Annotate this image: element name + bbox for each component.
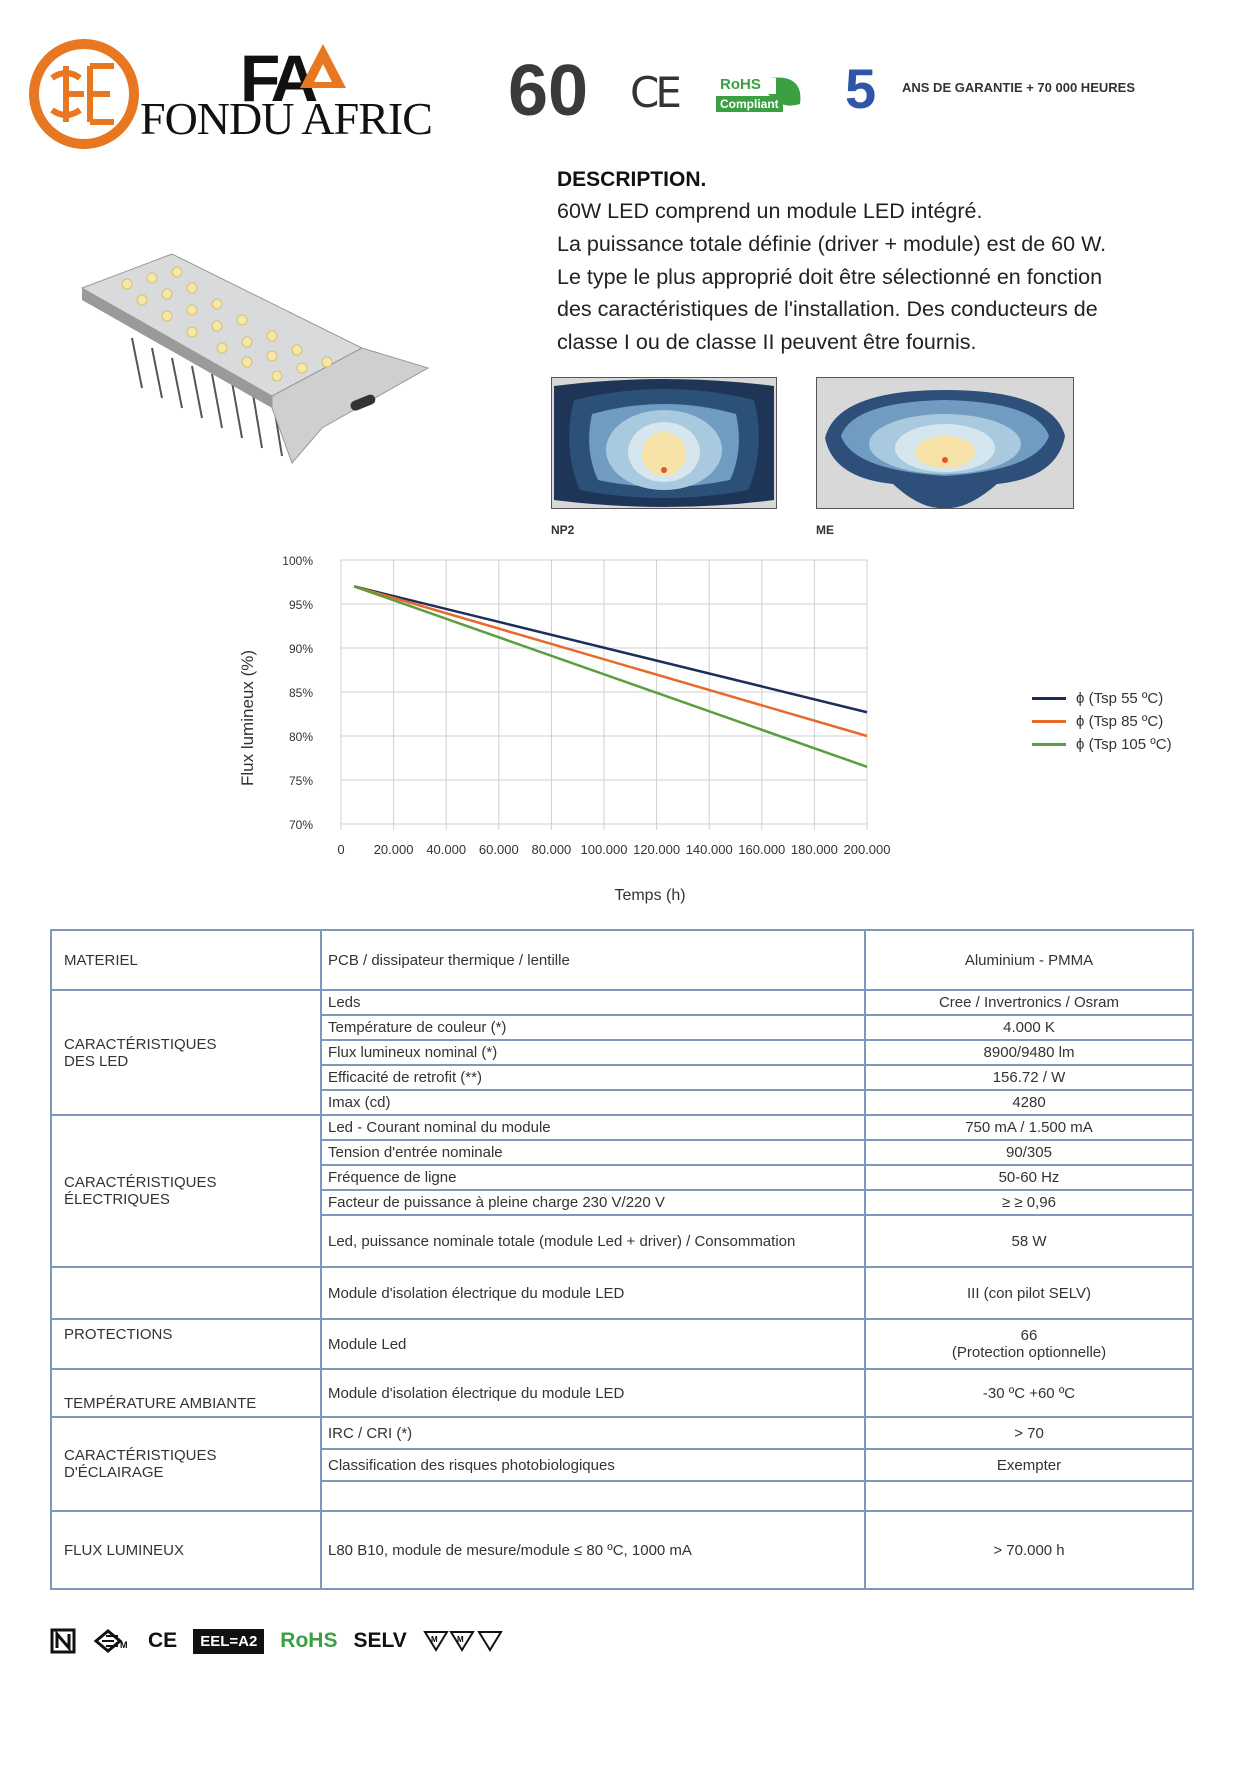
row-label-line: CARACTÉRISTIQUES xyxy=(64,1447,217,1464)
row-label-line: D'ÉCLAIRAGE xyxy=(64,1464,164,1481)
table-row xyxy=(51,1511,1193,1589)
row-value: Aluminium - PMMA xyxy=(865,930,1193,990)
description-line: des caractéristiques de l'installation. Des conducteurs de xyxy=(557,297,1098,321)
row-label xyxy=(51,1115,321,1267)
row-value: III (con pilot SELV) xyxy=(865,1267,1193,1319)
row-param: Module Led xyxy=(321,1319,865,1369)
rohs-text: RoHS xyxy=(720,76,761,93)
table-row xyxy=(51,990,1193,1015)
legend-label: ϕ (Tsp 85 ºC) xyxy=(1076,713,1164,730)
description-title: DESCRIPTION. xyxy=(557,168,707,191)
n-mark-icon xyxy=(50,1628,76,1654)
row-value-empty xyxy=(865,1481,1193,1511)
x-tick-label: 20.000 xyxy=(373,842,414,857)
row-label xyxy=(51,1417,321,1511)
legend-swatch-105 xyxy=(1032,743,1066,746)
beam-pattern-me xyxy=(816,377,1074,509)
svg-text:M: M xyxy=(456,1635,464,1644)
row-label-line: DES LED xyxy=(64,1052,129,1070)
row-value: ≥ ≥ 0,96 xyxy=(865,1190,1193,1215)
x-tick-label: 160.000 xyxy=(738,842,786,857)
legend-item xyxy=(1032,736,1172,753)
warranty-text: ANS DE GARANTIE + 70 000 HEURES xyxy=(902,80,1135,95)
x-tick-label: 180.000 xyxy=(790,842,838,857)
chart-legend xyxy=(1032,690,1172,753)
description-line: La puissance totale définie (driver + module) est de 60 W. xyxy=(557,232,1107,256)
row-param: Facteur de puissance à pleine charge 230 V/220 V xyxy=(321,1190,865,1215)
rohs-badge xyxy=(712,74,808,114)
legend-item xyxy=(1032,713,1172,730)
product-photo xyxy=(72,248,442,483)
row-label: FLUX LUMINEUX xyxy=(51,1511,321,1589)
row-label-empty xyxy=(51,1267,321,1319)
legend-swatch-85 xyxy=(1032,720,1066,723)
y-tick-label: 80% xyxy=(288,730,313,744)
brand-name: FONDU AFRIC xyxy=(140,93,432,144)
row-value: 90/305 xyxy=(865,1140,1193,1165)
row-param: L80 B10, module de mesure/module ≤ 80 ºC, 1000 mA xyxy=(321,1511,865,1589)
y-tick-label: 70% xyxy=(288,818,313,832)
row-param: Led - Courant nominal du module xyxy=(321,1115,865,1140)
row-label xyxy=(51,990,321,1115)
row-label: MATERIEL xyxy=(51,930,321,990)
series-line-0 xyxy=(354,586,867,712)
table-row xyxy=(51,1369,1193,1417)
wattage: 60 xyxy=(508,51,589,131)
row-value: 750 mA / 1.500 mA xyxy=(865,1115,1193,1140)
rohs-compliant-label: Compliant xyxy=(716,96,783,112)
brand-emblem-icon xyxy=(28,38,140,150)
row-param: Flux lumineux nominal (*) xyxy=(321,1040,865,1065)
chart-ylabel: Flux lumineux (%) xyxy=(238,649,257,787)
row-param: Efficacité de retrofit (**) xyxy=(321,1065,865,1090)
row-label-line: CARACTÉRISTIQUES xyxy=(64,1174,217,1191)
row-param-empty xyxy=(321,1481,865,1511)
led-module-image xyxy=(72,248,442,478)
x-tick-label: 0 xyxy=(337,842,345,857)
x-tick-label: 40.000 xyxy=(426,842,467,857)
row-param: Leds xyxy=(321,990,865,1015)
row-param: Fréquence de ligne xyxy=(321,1165,865,1190)
row-param: PCB / dissipateur thermique / lentille xyxy=(321,930,865,990)
row-param: Tension d'entrée nominale xyxy=(321,1140,865,1165)
brand-logo xyxy=(28,38,140,155)
x-tick-label: 120.000 xyxy=(633,842,681,857)
row-param: IRC / CRI (*) xyxy=(321,1417,865,1449)
enec-mark-icon xyxy=(92,1628,132,1654)
row-value: 50-60 Hz xyxy=(865,1165,1193,1190)
x-tick-label: 80.000 xyxy=(531,842,572,857)
table-row xyxy=(51,930,1193,990)
y-tick-label: 95% xyxy=(288,598,313,612)
beam-pattern-np2 xyxy=(551,377,777,509)
beam-label-np2: NP2 xyxy=(551,523,575,537)
legend-label: ϕ (Tsp 55 ºC) xyxy=(1076,690,1164,707)
y-tick-label: 100% xyxy=(282,554,313,568)
svg-text:M: M xyxy=(430,1635,438,1644)
ce-mark: CE xyxy=(630,68,678,117)
warranty-years: 5 xyxy=(845,57,877,120)
series-line-2 xyxy=(354,586,867,766)
flux-chart xyxy=(235,548,1035,908)
footer-selv: SELV xyxy=(353,1629,407,1652)
y-tick-label: 75% xyxy=(288,774,313,788)
row-param: Led, puissance nominale totale (module Led + driver) / Consommation xyxy=(321,1215,865,1267)
row-value: 8900/9480 lm xyxy=(865,1040,1193,1065)
eel-badge: EEL=A2 xyxy=(193,1629,264,1654)
y-tick-label: 85% xyxy=(288,686,313,700)
x-tick-label: 60.000 xyxy=(478,842,519,857)
footer-ce-mark: CE xyxy=(148,1629,178,1652)
row-value: Exempter xyxy=(865,1449,1193,1481)
legend-item xyxy=(1032,690,1172,707)
row-value: > 70 xyxy=(865,1417,1193,1449)
row-value: Cree / Invertronics / Osram xyxy=(865,990,1193,1015)
row-label-line: CARACTÉRISTIQUES xyxy=(64,1035,217,1053)
description-line: Le type le plus approprié doit être sélectionné en fonction xyxy=(557,265,1103,289)
brand-fa-text: FA xyxy=(240,41,313,115)
table-row xyxy=(51,1115,1193,1140)
description-line: classe I ou de classe II peuvent être fournis. xyxy=(557,330,977,354)
row-label-line: ÉLECTRIQUES xyxy=(64,1191,170,1208)
row-label: TEMPÉRATURE AMBIANTE xyxy=(51,1369,321,1417)
table-row xyxy=(51,1417,1193,1449)
row-param: Imax (cd) xyxy=(321,1090,865,1115)
row-param: Module d'isolation électrique du module LED xyxy=(321,1267,865,1319)
row-label: PROTECTIONS xyxy=(51,1319,321,1369)
row-param: Classification des risques photobiologiques xyxy=(321,1449,865,1481)
legend-label: ϕ (Tsp 105 ºC) xyxy=(1076,736,1172,753)
table-row xyxy=(51,1267,1193,1319)
spec-table xyxy=(50,929,1194,1590)
row-value: 4.000 K xyxy=(865,1015,1193,1040)
row-value: > 70.000 h xyxy=(865,1511,1193,1589)
row-value: 156.72 / W xyxy=(865,1065,1193,1090)
beam-label-me: ME xyxy=(816,523,834,537)
legend-swatch-55 xyxy=(1032,697,1066,700)
row-value-line: 66 xyxy=(1020,1327,1038,1344)
row-value: 4280 xyxy=(865,1090,1193,1115)
certification-icons xyxy=(50,1628,503,1654)
row-value: -30 ºC +60 ºC xyxy=(865,1369,1193,1417)
chart-xlabel: Temps (h) xyxy=(614,887,686,904)
row-value xyxy=(865,1319,1193,1369)
x-tick-label: 200.000 xyxy=(843,842,891,857)
row-value: 58 W xyxy=(865,1215,1193,1267)
series-line-1 xyxy=(354,586,867,736)
x-tick-label: 100.000 xyxy=(580,842,628,857)
x-tick-label: 140.000 xyxy=(685,842,733,857)
row-value-line: (Protection optionnelle) xyxy=(951,1344,1107,1361)
row-param: Température de couleur (*) xyxy=(321,1015,865,1040)
triangle-marks-icon xyxy=(423,1628,503,1654)
description-line: 60W LED comprend un module LED intégré. xyxy=(557,199,983,223)
svg-text:M: M xyxy=(120,1640,128,1650)
table-row xyxy=(51,1319,1193,1369)
brand-triangle-icon xyxy=(298,42,348,95)
footer-rohs: RoHS xyxy=(280,1629,338,1652)
row-param: Module d'isolation électrique du module LED xyxy=(321,1369,865,1417)
y-tick-label: 90% xyxy=(288,642,313,656)
